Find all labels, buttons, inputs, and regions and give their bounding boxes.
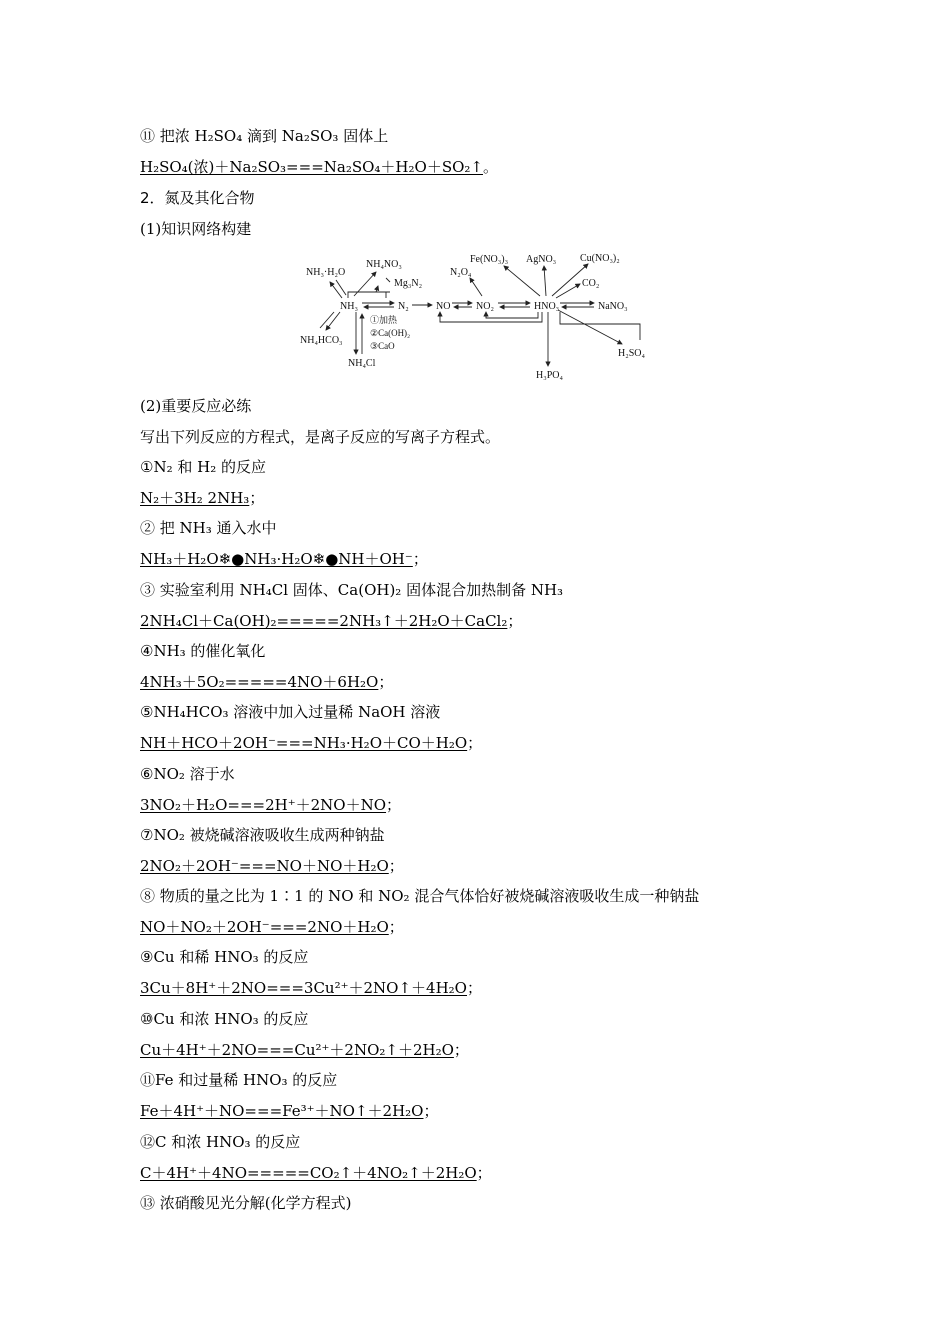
equation-text: 2NH₄Cl＋Ca(OH)₂=====2NH₃↑＋2H₂O＋CaCl₂ (140, 612, 508, 630)
equation-punct: ； (412, 550, 428, 568)
equation-punct: ； (378, 673, 394, 691)
arrow-hno3-to-co2 (556, 284, 580, 298)
answer-2 (140, 549, 428, 569)
label-nh3h2o: NH₃·H₂O (306, 267, 346, 278)
question-3: ③ 实验室利用 NH₄Cl 固体、Ca(OH)₂ 固体混合加热制备 NH₃ (140, 581, 564, 599)
arrow-hno3-to-feno33 (504, 266, 540, 296)
label-nh4hco3: NH₄HCO₃ (300, 335, 343, 346)
loop-hno3-to-no (440, 312, 542, 322)
label-n2: N₂ (398, 301, 409, 312)
equation-text: NO＋NO₂＋2OH⁻===2NO＋H₂O (140, 918, 389, 936)
label-feno33: Fe(NO₃)₃ (470, 254, 509, 265)
equation-punct: ； (388, 857, 404, 875)
question-12: ⑫C 和浓 HNO₃ 的反应 (140, 1133, 301, 1151)
equation-text: C＋4H⁺＋4NO=====CO₂↑＋4NO₂↑＋2H₂O (140, 1164, 477, 1182)
label-nh4cl: NH₄Cl (348, 358, 376, 369)
equation-text: 4NH₃＋5O₂=====4NO＋6H₂O (140, 673, 379, 691)
label-mg3n2: Mg₃N₂ (394, 278, 423, 289)
section-title: 2．氮及其化合物 (140, 189, 255, 207)
equation-text: H₂SO₄(浓)＋Na₂SO₃===Na₂SO₄＋H₂O＋SO₂↑ (140, 158, 483, 176)
equation-punct: ； (507, 612, 523, 630)
question-9: ⑨Cu 和稀 HNO₃ 的反应 (140, 948, 309, 966)
item-11-equation (140, 157, 498, 177)
equation-punct: ； (386, 796, 402, 814)
answer-3 (140, 611, 522, 631)
arrow-nh3-to-nh4hco3 (326, 312, 340, 330)
answer-6 (140, 795, 401, 815)
nitrogen-network-diagram (290, 248, 670, 386)
nh3-bracket (348, 292, 386, 298)
equation-punct: ； (466, 979, 482, 997)
label-agno3: AgNO₃ (526, 254, 557, 265)
label-nano3: NaNO₃ (598, 301, 628, 312)
label-no2: NO₂ (476, 301, 494, 312)
equation-text: Fe＋4H⁺＋NO===Fe³⁺＋NO↑＋2H₂O (140, 1102, 424, 1120)
subsection-key-reactions: (2)重要反应必练 (140, 397, 252, 415)
answer-9 (140, 978, 482, 998)
arrow-nh3-to-nh3h2o (330, 282, 342, 298)
answer-10 (140, 1040, 469, 1060)
label-h3po4: H₃PO₄ (536, 370, 563, 381)
answer-5 (140, 733, 482, 753)
question-8: ⑧ 物质的量之比为 1∶1 的 NO 和 NO₂ 混合气体恰好被烧碱溶液吸收生成一种钠盐 (140, 887, 700, 905)
equation-punct: ； (249, 489, 265, 507)
label-nh4no3: NH₄NO₃ (366, 259, 402, 270)
answer-7 (140, 856, 404, 876)
label-nh3: NH₃ (340, 301, 358, 312)
loop-hno3-right (560, 312, 640, 340)
subsection-knowledge-network: (1)知识网络构建 (140, 220, 252, 238)
arrow-no2-to-n2o4 (470, 278, 482, 296)
arrow-mg3n2-tick (386, 278, 390, 282)
question-1: ①N₂ 和 H₂ 的反应 (140, 458, 266, 476)
label-hno3: HNO₃ (534, 301, 560, 312)
arrow-hno3-to-agno3 (544, 266, 546, 296)
question-13: ⑬ 浓硝酸见光分解(化学方程式) (140, 1194, 352, 1212)
equation-text: NH＋HCO＋2OH⁻===NH₃·H₂O＋CO＋H₂O (140, 734, 468, 752)
answer-1 (140, 488, 264, 508)
answer-11 (140, 1101, 438, 1121)
arrow-nh4hco3-to-nh3 (320, 312, 334, 328)
equation-text: NH₃＋H₂O❄●NH₃·H₂O❄●NH＋OH⁻ (140, 550, 413, 568)
label-h2so4: H₂SO₄ (618, 348, 645, 359)
arrow-nh3-mg3n2 (376, 286, 390, 292)
label-condition-heat: ①加热 (370, 315, 398, 325)
instruction-text: 写出下列反应的方程式，是离子反应的写离子方程式。 (140, 428, 501, 446)
equation-punct: ； (467, 734, 483, 752)
label-n2o4: N₂O₄ (450, 267, 472, 278)
question-2: ② 把 NH₃ 通入水中 (140, 519, 277, 537)
answer-4 (140, 672, 393, 692)
question-7: ⑦NO₂ 被烧碱溶液吸收生成两种钠盐 (140, 826, 385, 844)
equation-punct: ； (453, 1041, 469, 1059)
question-10: ⑩Cu 和浓 HNO₃ 的反应 (140, 1010, 309, 1028)
question-4: ④NH₃ 的催化氧化 (140, 642, 266, 660)
answer-8 (140, 917, 404, 937)
label-co2: CO₂ (582, 278, 600, 289)
equation-punct: ； (388, 918, 404, 936)
loop-hno3-to-no2 (486, 312, 538, 318)
question-11: ⑪Fe 和过量稀 HNO₃ 的反应 (140, 1071, 338, 1089)
equation-text: Cu＋4H⁺＋2NO===Cu²⁺＋2NO₂↑＋2H₂O (140, 1041, 454, 1059)
label-cuno32: Cu(NO₃)₂ (580, 253, 620, 264)
arrow-hno3-to-h2so4 (558, 310, 622, 344)
equation-text: 3NO₂＋H₂O===2H⁺＋2NO＋NO (140, 796, 387, 814)
label-condition-cao: ③CaO (370, 341, 395, 351)
equation-text: 3Cu＋8H⁺＋2NO===3Cu²⁺＋2NO↑＋4H₂O (140, 979, 467, 997)
question-5: ⑤NH₄HCO₃ 溶液中加入过量稀 NaOH 溶液 (140, 703, 441, 721)
label-no: NO (436, 301, 451, 312)
equation-punct: ； (423, 1102, 439, 1120)
question-6: ⑥NO₂ 溶于水 (140, 765, 235, 783)
item-11-prompt: ⑪ 把浓 H₂SO₄ 滴到 Na₂SO₃ 固体上 (140, 127, 389, 145)
answer-12 (140, 1163, 492, 1183)
equation-punct: 。 (482, 158, 498, 176)
label-condition-caoh2: ②Ca(OH)₂ (370, 328, 411, 338)
equation-text: 2NO₂＋2OH⁻===NO＋NO＋H₂O (140, 857, 389, 875)
equation-punct: ； (476, 1164, 492, 1182)
equation-text: N₂＋3H₂ 2NH₃ (140, 489, 250, 507)
